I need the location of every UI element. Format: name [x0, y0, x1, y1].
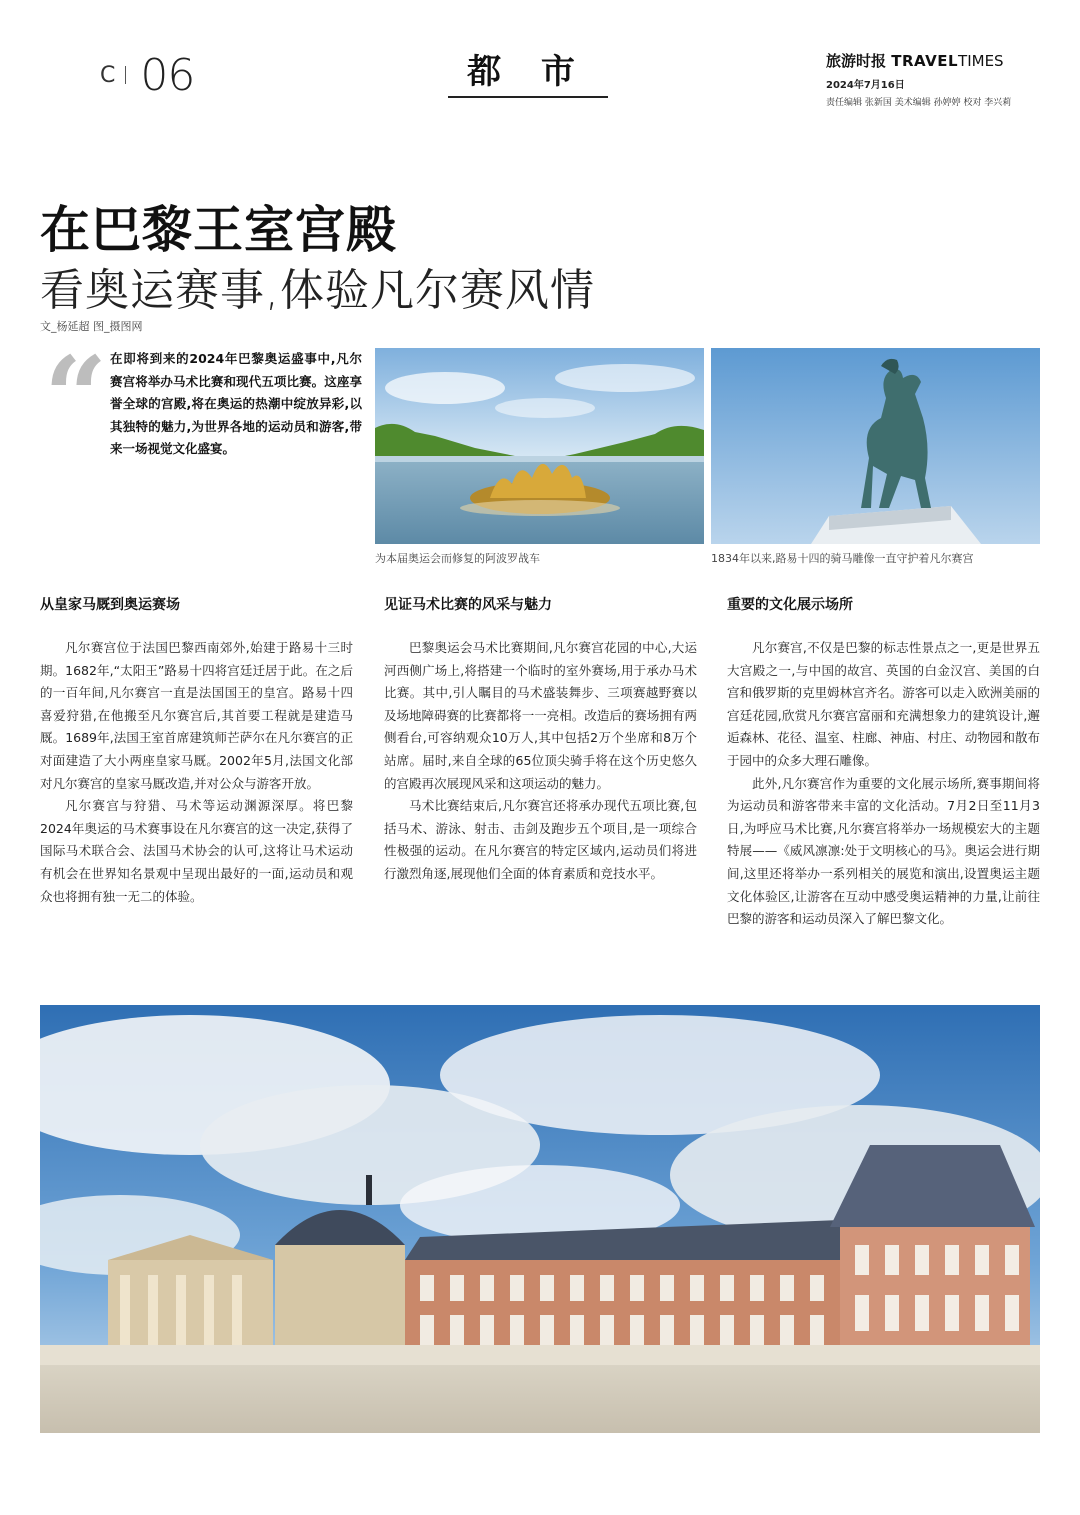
- column-2-body: [384, 637, 697, 886]
- lead-paragraph: 在即将到来的2024年巴黎奥运盛事中,凡尔赛宫将举办马术比赛和现代五项比赛。这座享誉全球的宫殿,将在奥运的热潮中绽放异彩,以其独特的魅力,为世界各地的运动员和游客,带来一场视觉文化盛宴。: [110, 351, 362, 456]
- column-3-heading: 重要的文化展示场所: [727, 597, 853, 613]
- column-2-heading: 见证马术比赛的风采与魅力: [384, 597, 552, 613]
- fountain-photo: [375, 348, 704, 544]
- column-3-body: [727, 637, 1040, 931]
- headline-main: 在巴黎王室宫殿: [40, 200, 397, 259]
- section-rule: [448, 96, 608, 98]
- section-title: 都 市: [467, 52, 589, 92]
- column-2-paragraph: 马术比赛结束后,凡尔赛宫还将承办现代五项比赛,包括马术、游泳、射击、击剑及跑步五个项目,是一项综合性极强的运动。在凡尔赛宫的特定区域内,运动员们将进行激烈角逐,展现他们全面的体育素质和竞技水平。: [384, 798, 697, 881]
- paper-name-en-light: TIMES: [958, 52, 1004, 70]
- column-3-paragraph: 凡尔赛宫,不仅是巴黎的标志性景点之一,更是世界五大宫殿之一,与中国的故宫、英国的白金汉宫、美国的白宫和俄罗斯的克里姆林宫齐名。游客可以走入欧洲美丽的宫廷花园,欣赏凡尔赛宫富丽和充满想象力的建筑设计,邂逅森林、花径、温室、柱廊、神庙、村庄、动物园和散布于园中的众多大理石雕像。: [727, 640, 1040, 768]
- paper-name: [826, 50, 1046, 71]
- paper-name-cn: 旅游时报: [826, 52, 887, 70]
- statue-caption: 1834年以来,路易十四的骑马雕像一直守护着凡尔赛宫: [711, 552, 974, 565]
- issue-date: 2024年7月16日: [826, 80, 905, 91]
- statue-photo: [711, 348, 1040, 544]
- palace-photo: [40, 1005, 1040, 1433]
- page-code: [100, 49, 195, 101]
- left-double-quote-icon: “: [44, 332, 108, 461]
- column-3-paragraph: 此外,凡尔赛宫作为重要的文化展示场所,赛事期间将为运动员和游客带来丰富的文化活动。7月2日至11月3日,为呼应马术比赛,凡尔赛宫将举办一场规模宏大的主题特展——《威风凛凛:处于文明核心的马》。奥运会进行期间,这里还将举办一系列相关的展览和演出,设置奥运主题文化体验区,让游客在互动中感受奥运精神的力量,让前往巴黎的游客和运动员深入了解巴黎文化。: [727, 775, 1040, 927]
- byline: 文_杨延超 图_摄图网: [40, 320, 143, 333]
- paper-name-en-bold: TRAVEL: [891, 52, 959, 70]
- masthead: [826, 50, 1046, 108]
- column-2-paragraph: 巴黎奥运会马术比赛期间,凡尔赛宫花园的中心,大运河西侧广场上,将搭建一个临时的室外赛场,用于承办马术比赛。其中,引人瞩目的马术盛装舞步、三项赛越野赛以及场地障碍赛的比赛都将一一亮相。改造后的赛场拥有两侧看台,可容纳观众10万人,其中包括2万个坐席和8万个站席。届时,来自全球的65位顶尖骑手将在这个历史悠久的宫殿再次展现风采和这项运动的魅力。: [384, 640, 697, 791]
- column-1-body: [40, 637, 353, 908]
- page-letter: C: [100, 62, 116, 88]
- column-1-paragraph: 凡尔赛宫与狩猎、马术等运动渊源深厚。将巴黎2024年奥运的马术赛事设在凡尔赛宫的这一决定,获得了国际马术联合会、法国马术协会的认可,这将让马术运动有机会在世界知名景观中呈现出最好的一面,运动员和观众也将拥有独一无二的体验。: [40, 798, 353, 904]
- page-code-divider: [125, 66, 126, 84]
- column-1-heading: 从皇家马厩到奥运赛场: [40, 597, 180, 613]
- column-1-paragraph: 凡尔赛宫位于法国巴黎西南郊外,始建于路易十三时期。1682年,“太阳王”路易十四将宫廷迁居于此。在之后的一百年间,凡尔赛宫一直是法国国王的皇宫。路易十四喜爱狩猎,在他搬至凡尔赛宫后,其首要工程就是建造马厩。1689年,法国王室首席建筑师芒萨尔在凡尔赛宫的正对面建造了大小两座皇家马厩。2002年5月,法国文化部对凡尔赛宫的皇家马厩改造,并对公众与游客开放。: [40, 640, 353, 791]
- fountain-caption: 为本届奥运会而修复的阿波罗战车: [375, 552, 540, 565]
- editors-line: 责任编辑 张新国 美术编辑 孙婷婷 校对 李兴莉: [826, 98, 1012, 108]
- headline-sub: 看奥运赛事,体验凡尔赛风情: [40, 265, 595, 316]
- page-number: 06: [140, 49, 195, 101]
